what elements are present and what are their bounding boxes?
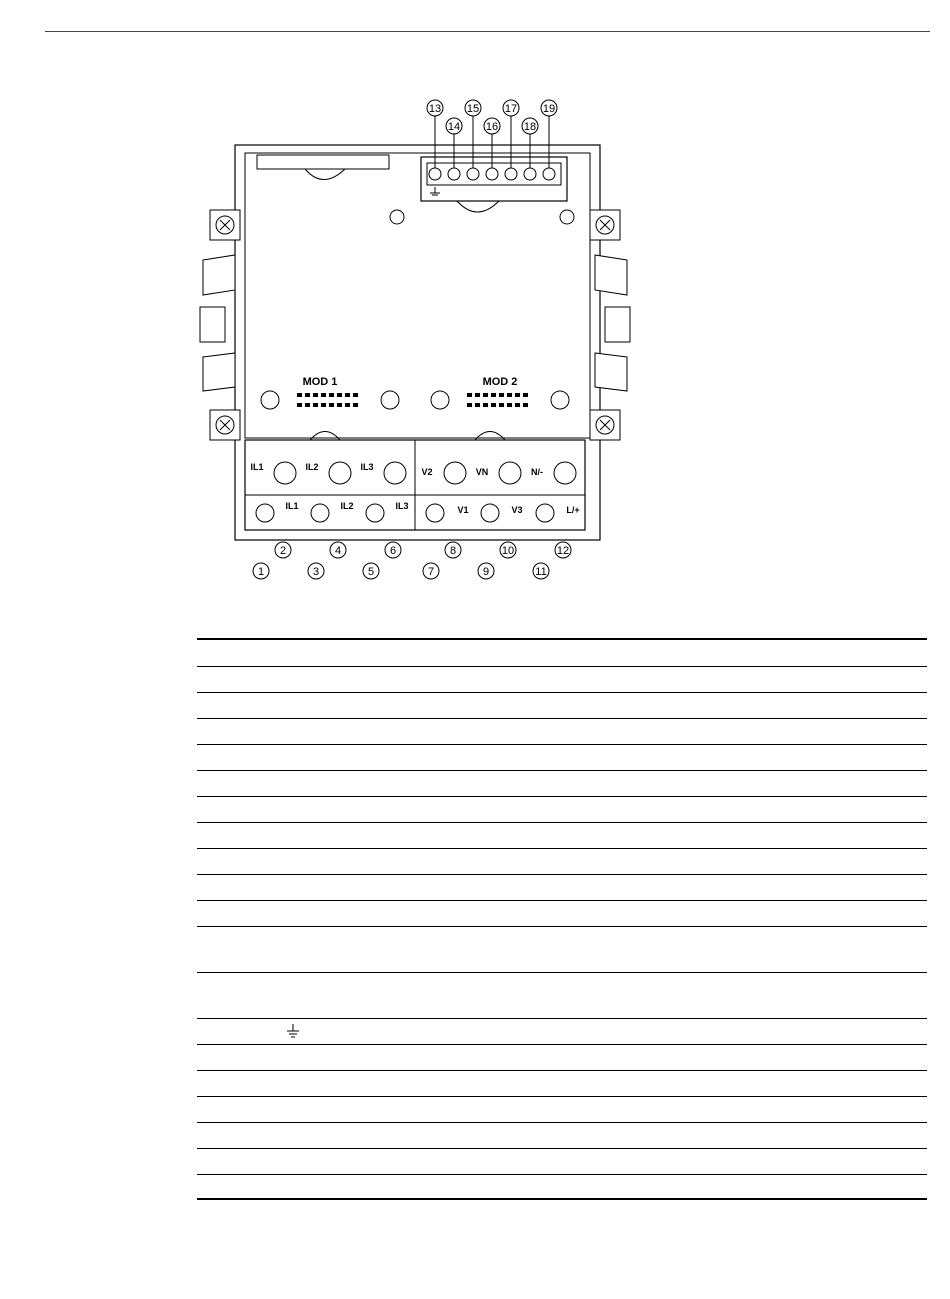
callout-1: 1 (257, 566, 265, 578)
table-row (197, 692, 927, 718)
label-v1: V1 (457, 505, 469, 515)
callout-17: 17 (504, 103, 518, 115)
callout-14: 14 (447, 121, 461, 133)
table-row (197, 1174, 927, 1200)
callout-11: 11 (535, 566, 547, 578)
module-label-2: MOD 2 (482, 376, 518, 388)
header-rule (45, 31, 930, 32)
table-row (197, 1070, 927, 1096)
table-row (197, 770, 927, 796)
callout-12: 12 (556, 545, 570, 557)
callout-19: 19 (542, 103, 556, 115)
terminal-table (197, 638, 927, 1200)
table-row (197, 848, 927, 874)
table-row (197, 1096, 927, 1122)
terminal-diagram (195, 95, 635, 595)
label-il1-upper: IL1 (250, 462, 264, 472)
table-row (197, 900, 927, 926)
callout-7: 7 (427, 566, 435, 578)
table-row-ground (197, 1018, 927, 1044)
callout-16: 16 (485, 121, 499, 133)
table-row (197, 972, 927, 1018)
callout-6: 6 (389, 545, 397, 557)
label-v3: V3 (511, 505, 523, 515)
label-il3-upper: IL3 (360, 462, 374, 472)
top-notch (305, 169, 345, 180)
label-il1-lower: IL1 (285, 501, 299, 511)
callout-18: 18 (523, 121, 537, 133)
callout-9: 9 (482, 566, 490, 578)
label-vn: VN (475, 467, 489, 477)
table-row (197, 874, 927, 900)
callout-10: 10 (501, 545, 515, 557)
label-n: N/- (531, 467, 543, 477)
bottom-callouts (253, 542, 571, 579)
label-il2-upper: IL2 (305, 462, 319, 472)
table-row (197, 796, 927, 822)
label-il3-lower: IL3 (395, 501, 409, 511)
label-v2: V2 (421, 467, 433, 477)
table-row (197, 1044, 927, 1070)
callout-13: 13 (428, 103, 442, 115)
top-cover (257, 155, 389, 169)
module-pins-2 (467, 393, 528, 407)
label-l: L/+ (566, 505, 580, 515)
module-pins-1 (297, 393, 358, 407)
ground-icon (285, 1023, 301, 1039)
label-il2-lower: IL2 (340, 501, 354, 511)
table-row (197, 718, 927, 744)
table-row (197, 666, 927, 692)
callout-15: 15 (466, 103, 480, 115)
table-row (197, 822, 927, 848)
left-clamp (200, 210, 240, 440)
callout-2: 2 (279, 545, 287, 557)
callout-4: 4 (334, 545, 342, 557)
right-clamp (590, 210, 630, 440)
callout-5: 5 (367, 566, 375, 578)
table-row (197, 744, 927, 770)
table-row (197, 926, 927, 972)
top-callouts (427, 100, 557, 134)
callout-8: 8 (449, 545, 457, 557)
table-row (197, 1148, 927, 1174)
table-header-row (197, 638, 927, 666)
table-row (197, 1122, 927, 1148)
callout-3: 3 (312, 566, 320, 578)
module-label-1: MOD 1 (302, 376, 338, 388)
